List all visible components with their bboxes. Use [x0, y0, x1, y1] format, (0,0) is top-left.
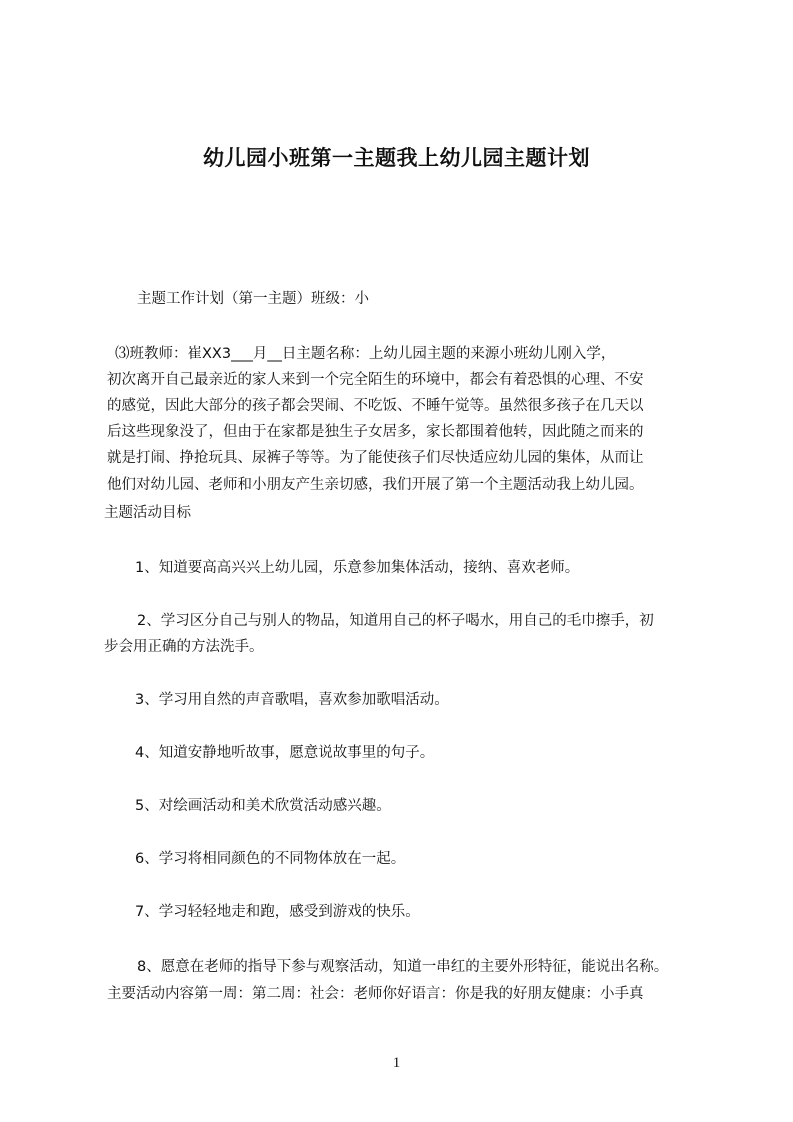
intro-line: 初次离开自己最亲近的家人来到一个完全陌生的环境中，都会有着恐惧的心理、不安: [107, 372, 644, 388]
goal-item: 1、知道要高高兴兴上幼儿园，乐意参加集体活动，接纳、喜欢老师。: [135, 560, 580, 576]
header-line: 主题工作计划（第一主题）班级：小: [137, 291, 369, 307]
goals-heading: 主题活动目标: [104, 505, 191, 521]
goal-item: 2、学习区分自己与别人的物品，知道用自己的杯子喝水，用自己的毛巾擦手，初: [137, 613, 654, 629]
goal-item: 7、学习轻轻地走和跑，感受到游戏的快乐。: [135, 904, 420, 920]
goal-item: 4、知道安静地听故事，愿意说故事里的句子。: [135, 745, 435, 761]
intro-line: 的感觉，因此大部分的孩子都会哭闹、不吃饭、不睡午觉等。虽然很多孩子在几天以: [107, 398, 644, 414]
intro-line: ⑶班教师：崔XX3___月__日主题名称：上幼儿园主题的来源小班幼儿刚入学，: [115, 346, 616, 362]
activity-content-line: 主要活动内容第一周：第二周：社会：老师你好语言：你是我的好朋友健康：小手真: [107, 986, 644, 1002]
goal-item-continuation: 步会用正确的方法洗手。: [104, 639, 264, 655]
goal-item: 6、学习将相同颜色的不同物体放在一起。: [135, 851, 406, 867]
document-title: 幼儿园小班第一主题我上幼儿园主题计划: [203, 146, 590, 170]
intro-line: 后这些现象没了，但由于在家都是独生子女居多，家长都围着他转，因此随之而来的: [107, 424, 644, 440]
intro-line: 就是打闹、挣抢玩具、尿裤子等等。为了能使孩子们尽快适应幼儿园的集体，从而让: [107, 450, 644, 466]
goal-item: 3、学习用自然的声音歌唱，喜欢参加歌唱活动。: [135, 692, 449, 708]
goal-item: 8、愿意在老师的指导下参与观察活动，知道一串红的主要外形特征，能说出名称。: [137, 959, 669, 975]
intro-line: 他们对幼儿园、老师和小朋友产生亲切感，我们开展了第一个主题活动我上幼儿园。: [107, 477, 644, 493]
goal-item: 5、对绘画活动和美术欣赏活动感兴趣。: [135, 798, 391, 814]
page-number: 1: [392, 1055, 401, 1071]
